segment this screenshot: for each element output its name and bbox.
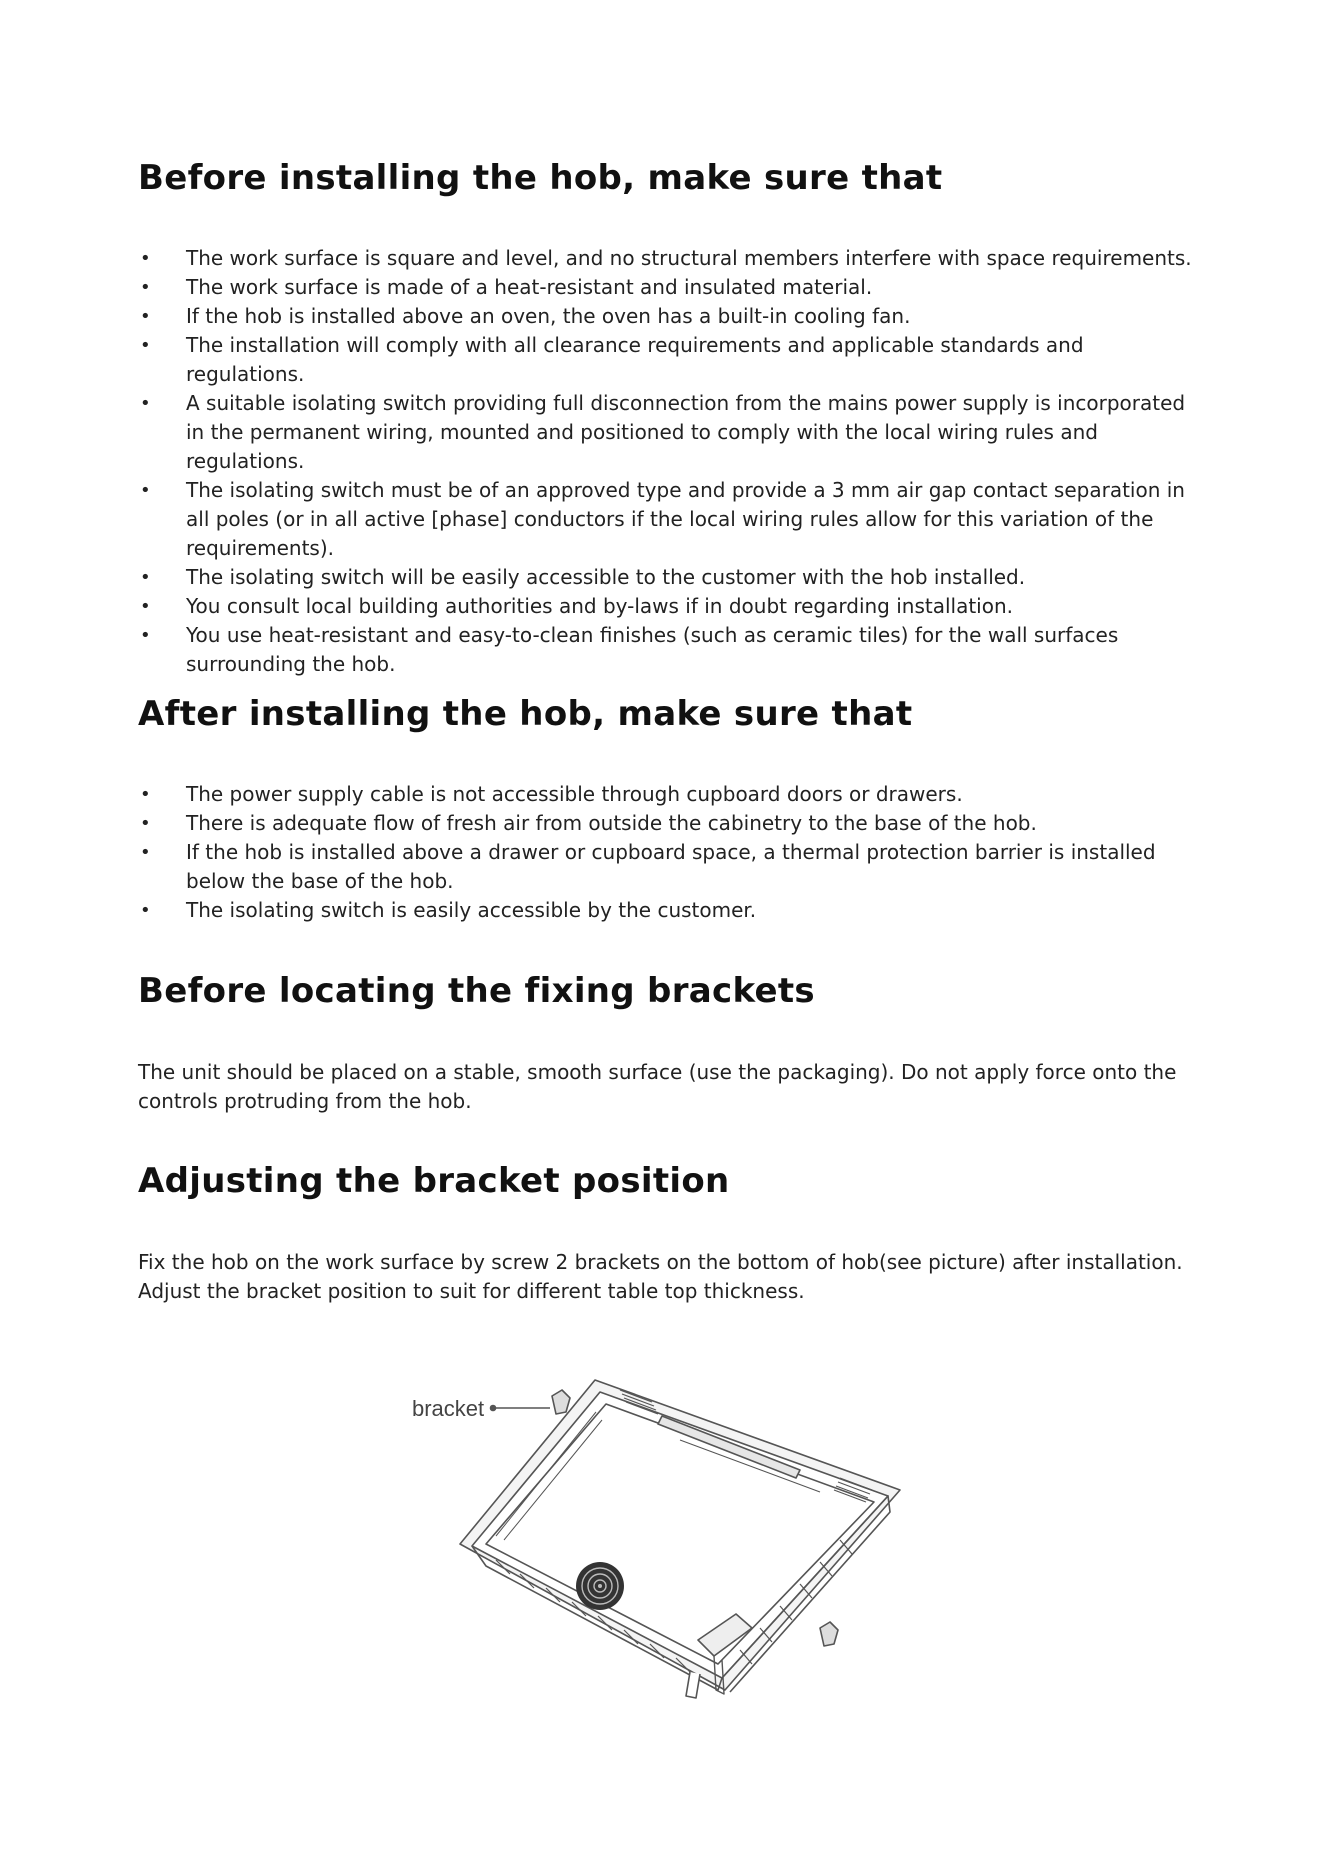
- list-item: [138, 273, 1198, 302]
- list-item: [138, 331, 1198, 389]
- bullet-icon: •: [140, 900, 151, 921]
- list-item-text: The work surface is square and level, and no structural members interfere with space requirements.: [186, 246, 1192, 270]
- list-item-text: The isolating switch must be of an approved type and provide a 3 mm air gap contact separation in all poles (or in all active [phase] conductors if the local wiring rules allow for this variation of the requirements).: [186, 478, 1185, 560]
- fan-icon: [576, 1562, 624, 1610]
- list-item: [138, 896, 1198, 925]
- bullet-icon: •: [140, 596, 151, 617]
- list-item-text: The isolating switch will be easily accessible to the customer with the hob installed.: [186, 565, 1026, 589]
- list-item-text: You consult local building authorities and by-laws if in doubt regarding installation.: [186, 594, 1014, 618]
- list-item: [138, 244, 1198, 273]
- before-install-list: [138, 244, 1198, 679]
- figure-label: bracket: [412, 1396, 485, 1421]
- list-item: [138, 592, 1198, 621]
- bullet-icon: •: [140, 625, 151, 646]
- bullet-icon: •: [140, 842, 151, 863]
- hob-underside-illustration: [400, 1360, 920, 1700]
- heading-after-installing: After installing the hob, make sure that: [138, 694, 913, 734]
- list-item-text: There is adequate flow of fresh air from outside the cabinetry to the base of the hob.: [186, 811, 1037, 835]
- list-item: [138, 621, 1198, 679]
- list-item-text: If the hob is installed above an oven, the oven has a built-in cooling fan.: [186, 304, 911, 328]
- bullet-icon: •: [140, 567, 151, 588]
- after-install-list: [138, 780, 1198, 925]
- before-locating-text: The unit should be placed on a stable, smooth surface (use the packaging). Do not apply force onto the controls protruding from the hob.: [138, 1060, 1177, 1113]
- bullet-icon: •: [140, 813, 151, 834]
- bullet-icon: •: [140, 393, 151, 414]
- list-item: [138, 302, 1198, 331]
- list-item: [138, 838, 1198, 896]
- heading-adjusting-bracket: Adjusting the bracket position: [138, 1161, 730, 1201]
- list-item-text: You use heat-resistant and easy-to-clean finishes (such as ceramic tiles) for the wall surfaces surrounding the hob.: [186, 623, 1119, 676]
- list-item-text: The installation will comply with all clearance requirements and applicable standards and regulations.: [186, 333, 1084, 386]
- bullet-icon: •: [140, 335, 151, 356]
- list-item-text: The isolating switch is easily accessible by the customer.: [186, 898, 757, 922]
- bullet-icon: •: [140, 277, 151, 298]
- bullet-icon: •: [140, 784, 151, 805]
- list-item: [138, 780, 1198, 809]
- list-item-text: If the hob is installed above a drawer or cupboard space, a thermal protection barrier is installed below the base of the hob.: [186, 840, 1156, 893]
- list-item: [138, 809, 1198, 838]
- adjusting-text: Fix the hob on the work surface by screw 2 brackets on the bottom of hob(see picture) after installation. Adjust the bracket position to suit for different table top thickness.: [138, 1250, 1183, 1303]
- list-item-text: The power supply cable is not accessible through cupboard doors or drawers.: [186, 782, 963, 806]
- list-item-text: A suitable isolating switch providing full disconnection from the mains power supply is incorporated in the permanent wiring, mounted and positioned to comply with the local wiring rules and regulations.: [186, 391, 1186, 473]
- heading-before-locating: Before locating the fixing brackets: [138, 971, 815, 1011]
- bullet-icon: •: [140, 248, 151, 269]
- list-item-text: The work surface is made of a heat-resistant and insulated material.: [186, 275, 873, 299]
- bullet-icon: •: [140, 480, 151, 501]
- list-item: [138, 389, 1198, 476]
- list-item: [138, 476, 1198, 563]
- heading-before-installing: Before installing the hob, make sure that: [138, 158, 943, 198]
- list-item: [138, 563, 1198, 592]
- bullet-icon: •: [140, 306, 151, 327]
